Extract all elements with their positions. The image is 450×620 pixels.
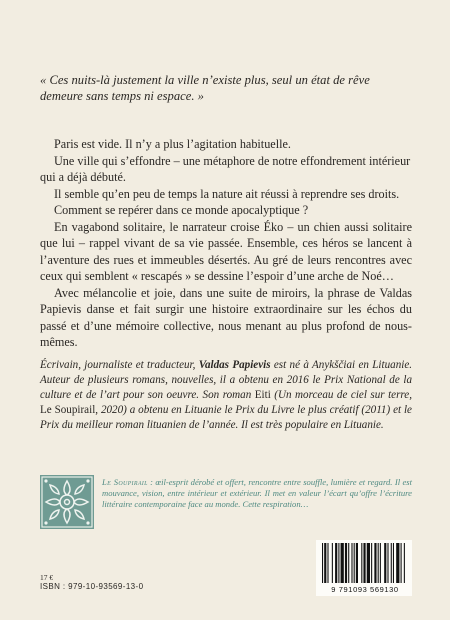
barcode-bar xyxy=(345,543,347,583)
bio-text: Écrivain, journaliste et traducteur, xyxy=(40,359,196,371)
bio-text: (Un morceau de ciel sur terre, xyxy=(274,389,413,401)
summary-paragraph: Paris est vide. Il n’y a plus l’agitation habituelle. xyxy=(54,137,291,151)
collection-description xyxy=(102,477,412,511)
barcode-bar xyxy=(391,543,392,583)
summary-paragraph: Avec mélancolie et joie, dans une suite de miroirs, la phrase de Valdas Papievis danse et fait surgir une histoire extraordinaire sur les échos du passé et d’une mémoire collective, nous menant au plus profond de nous-mêmes. xyxy=(40,285,412,349)
summary-paragraph: Comment se repérer dans ce monde apocalyptique ? xyxy=(54,203,309,217)
price: 17 € xyxy=(40,573,54,582)
collection-block xyxy=(40,475,412,535)
barcode-bar xyxy=(378,543,379,583)
barcode-bar xyxy=(374,543,376,583)
isbn: ISBN : 979-10-93569-13-0 xyxy=(40,582,144,591)
summary-paragraph: En vagabond solitaire, le narrateur croise Éko – un chien aussi solitaire que lui – rappel vivant de sa vie passée. Ensemble, ces héros se lancent à l’aventure des rues et immeubles désertés. Au gré de leurs rencontres avec ceux qui semblent « rescapés » se dessine l’espoir d’une arche de Noé… xyxy=(40,219,412,283)
barcode-bar xyxy=(396,543,399,583)
barcode-bar xyxy=(348,543,349,583)
author-bio xyxy=(40,358,412,433)
barcode-bar xyxy=(356,543,358,583)
barcode-bar xyxy=(327,543,328,583)
barcode-bar xyxy=(371,543,372,583)
barcode-bars xyxy=(322,543,406,585)
summary-paragraph: Il semble qu’en peu de temps la nature ait réussi à reprendre ses droits. xyxy=(54,186,400,201)
epigraph-quote: « Ces nuits-là justement la ville n’existe plus, seul un état de rêve demeure sans temps ni espace. » xyxy=(40,73,370,103)
barcode-bar xyxy=(341,543,344,583)
barcode-bar xyxy=(354,543,355,583)
barcode-bar xyxy=(367,543,370,583)
collection-name: Le Soupirail xyxy=(102,477,148,487)
bio-text: 2020) a obtenu en Lituanie le Prix du Livre le plus créatif (2011) et le Prix du meilleur roman lituanien de l’année. Il est très populaire en Lituanie. xyxy=(40,404,412,431)
novel-title: Eiti xyxy=(254,389,271,401)
bio-text: est né à Anykščiai en Lituanie. Auteur de plusieurs romans, nouvelles, il a obtenu en 2016 le Prix National de la culture et de l’art pour son oeuvre. Son roman xyxy=(40,359,413,401)
collection-text: : œil-esprit dérobé et offert, rencontre entre souffle, lumière et regard. Il est mouvance, vision, entre intérieur et extérieur. Il met en valeur l’écart qu’offre l’écriture littéraire contemporaine face au monde. Cette respiration… xyxy=(102,477,413,510)
barcode-bar xyxy=(404,543,405,583)
publisher-name: Le Soupirail, xyxy=(40,404,99,416)
barcode-bar xyxy=(363,543,365,583)
barcode-bar xyxy=(384,543,386,583)
barcode-bar xyxy=(322,543,323,583)
barcode-bar xyxy=(335,543,337,583)
barcode-digits: 9 791093 569130 xyxy=(331,585,399,594)
barcode-bar xyxy=(351,543,352,583)
teal-floral-ornament-icon xyxy=(40,475,94,529)
barcode-bar xyxy=(324,543,326,583)
ean-barcode-icon xyxy=(316,540,412,596)
summary-text xyxy=(40,136,412,351)
barcode-bar xyxy=(380,543,381,583)
barcode-bar xyxy=(361,543,362,583)
barcode-bar xyxy=(338,543,339,583)
barcode-bar xyxy=(393,543,394,583)
barcode-bar xyxy=(332,543,333,583)
summary-paragraph: Une ville qui s’effondre – une métaphore de notre effondrement intérieur qui a déjà débuté. xyxy=(40,153,411,184)
barcode-bar xyxy=(387,543,388,583)
barcode-bar xyxy=(401,543,402,583)
author-name: Valdas Papievis xyxy=(198,359,271,371)
